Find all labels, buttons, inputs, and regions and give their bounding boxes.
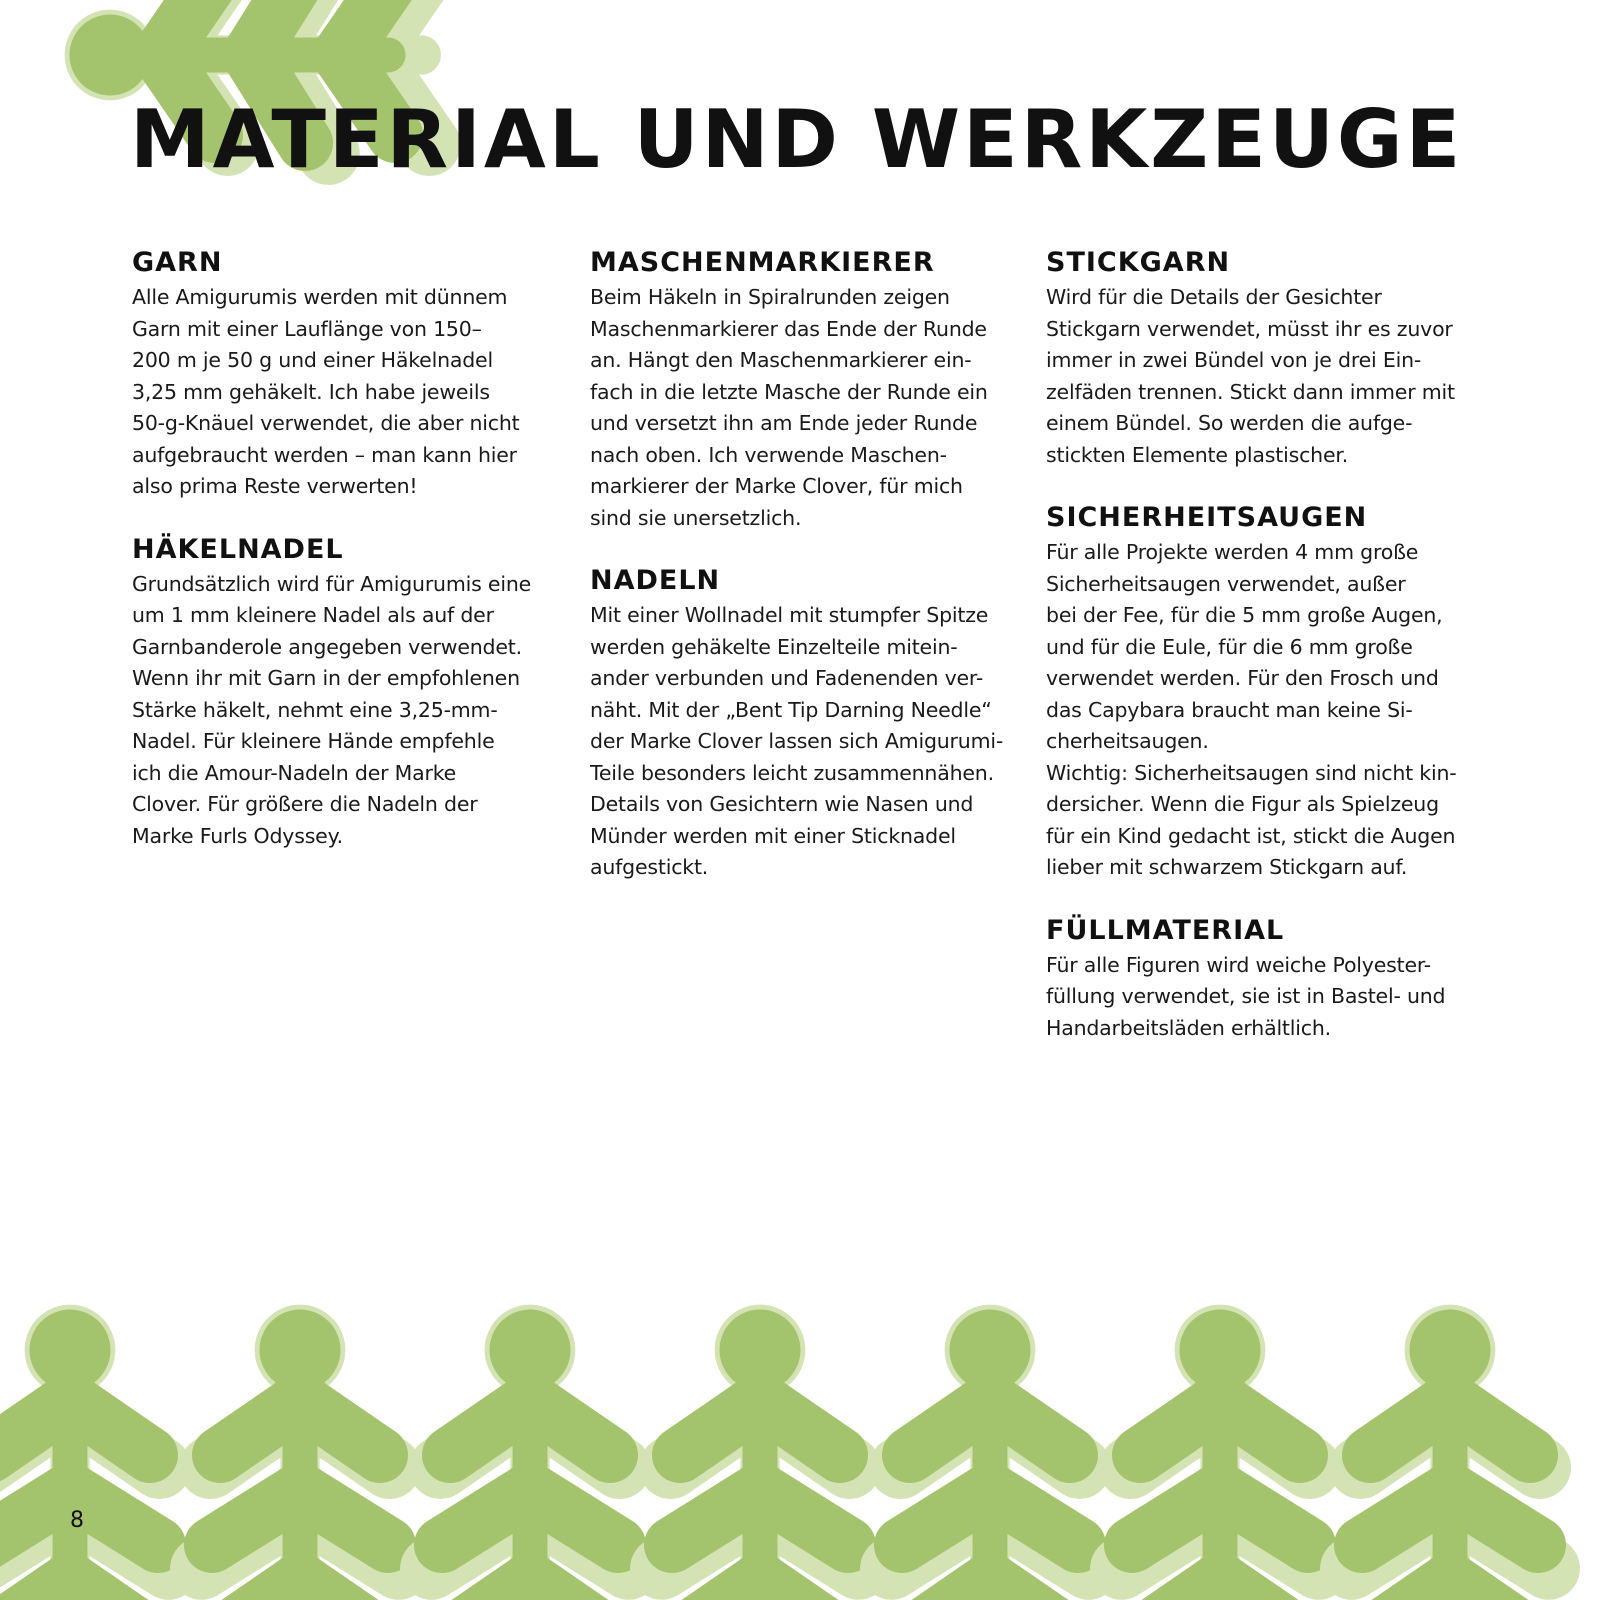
column-left (132, 246, 552, 882)
section-heading: NADELN (590, 565, 721, 596)
section-body: Beim Häkeln in Spiralrunden zeigen Maschenmarkierer das Ende der Runde an. Hängt den Maschenmarkierer ein- fach in die letzte Masche der Runde ein und versetzt ihn am Ende jeder Runde nach oben. Ich verwende Maschen- markierer der Marke Clover, für mich sind sie unersetzlich. (590, 285, 988, 530)
section-heading: HÄKELNADEL (132, 533, 344, 565)
column-right (1046, 246, 1466, 1074)
column-middle (590, 246, 1010, 914)
section-heading: FÜLLMATERIAL (1046, 914, 1285, 946)
bottom-leaf-row (0, 1305, 1549, 1600)
section-maschenmarkierer (590, 246, 1010, 534)
section-heading: GARN (132, 247, 223, 278)
section-body: Mit einer Wollnadel mit stumpfer Spitze werden gehäkelte Einzelteile mitein- ander verbunden und Fadenenden ver- näht. Mit der „Bent Tip Darning Needle“ der Marke Clover lassen sich Amigurumi- Teile besonders leicht zusammennähen. Details von Gesichtern wie Nasen und Münder werden mit einer Sticknadel aufgestickt. (590, 603, 1004, 879)
page-title: MATERIAL UND WERKZEUGE (130, 93, 1464, 186)
section-body: Alle Amigurumis werden mit dünnem Garn mit einer Lauflänge von 150– 200 m je 50 g und einer Häkelnadel 3,25 mm gehäkelt. Ich habe jeweils 50-g-Knäuel verwendet, die aber nicht aufgebraucht werden – man kann hier also prima Reste verwerten! (132, 285, 520, 498)
page-number: 8 (70, 1508, 84, 1533)
section-fuellmaterial (1046, 914, 1466, 1045)
section-nadeln (590, 564, 1010, 884)
section-heading: STICKGARN (1046, 247, 1231, 278)
section-body: Grundsätzlich wird für Amigurumis eine um 1 mm kleinere Nadel als auf der Garnbanderole angegeben verwendet. Wenn ihr mit Garn in der empfohlenen Stärke häkelt, nehmt eine 3,25-mm- Nadel. Für kleinere Hände empfehle ich die Amour-Nadeln der Marke Clover. Für größere die Nadeln der Marke Furls Odyssey. (132, 571, 532, 848)
section-sicherheitsaugen (1046, 501, 1466, 884)
section-haekelnadel (132, 533, 552, 853)
section-stickgarn (1046, 246, 1466, 471)
section-garn (132, 246, 552, 503)
section-body: Wird für die Details der Gesichter Stickgarn verwendet, müsst ihr es zuvor immer in zwei Bündel von je drei Ein- zelfäden trennen. Stickt dann immer mit einem Bündel. So werden die aufge- stickten Elemente plastischer. (1046, 285, 1455, 467)
section-body: Für alle Projekte werden 4 mm große Sicherheitsaugen verwendet, außer bei der Fee, für die 5 mm große Augen, und für die Eule, für die 6 mm große verwendet werden. Für den Frosch und das Capybara braucht man keine Si- cherheitsaugen. Wichtig: Sicherheitsaugen sind nicht kin- dersicher. Wenn die Figur als Spielzeug für ein Kind gedacht ist, stickt die Augen lieber mit schwarzem Stickgarn auf. (1046, 540, 1457, 879)
section-heading: MASCHENMARKIERER (590, 247, 935, 278)
section-body: Für alle Figuren wird weiche Polyester- füllung verwendet, sie ist in Bastel- und Handarbeitsläden erhältlich. (1046, 952, 1446, 1040)
section-heading: SICHERHEITSAUGEN (1046, 502, 1368, 533)
